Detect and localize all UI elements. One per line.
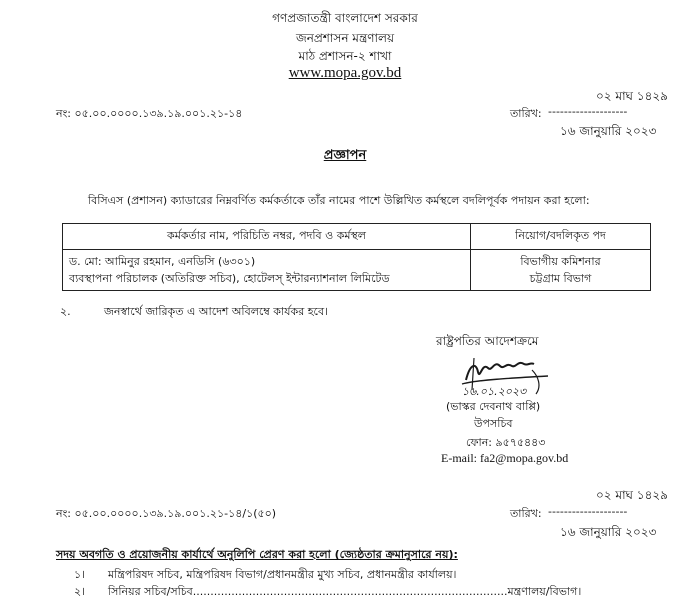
- memo-number-2: নং: ০৫.০০.০০০০.১৩৯.১৯.০০১.২১-১৪/১(৫০): [56, 507, 277, 520]
- new-post: বিভাগীয় কমিশনার: [520, 255, 601, 268]
- list-item-number: ২।: [74, 585, 86, 598]
- email-address[interactable]: E-mail: fa2@mopa.gov.bd: [441, 451, 569, 465]
- govt-name: গণপ্রজাতন্ত্রী বাংলাদেশ সরকার: [272, 11, 418, 25]
- table-row: [63, 250, 651, 291]
- bangla-date-2: ০২ মাঘ ১৪২৯: [596, 488, 668, 502]
- distribution-heading: সদয় অবগতি ও প্রয়োজনীয় কার্যার্থে অনুলিপি প্রেরণ করা হলো (জ্যেষ্ঠতার ক্রমানুসারে নয়):: [56, 548, 458, 561]
- list-item: সিনিয়র সচিব/সচিব..........................................................................................মন্ত্রণালয়/বিভাগ।: [108, 585, 582, 598]
- list-item-number: ১।: [74, 568, 86, 581]
- header-officer: কর্মকর্তার নাম, পরিচিতি নম্বর, পদবি ও কর্মস্থল: [63, 224, 471, 250]
- clause-number: ২.: [60, 305, 71, 318]
- date-label-2: তারিখ:: [510, 507, 542, 520]
- bangla-date: ০২ মাঘ ১৪২৯: [596, 89, 668, 103]
- website-link[interactable]: www.mopa.gov.bd: [288, 65, 402, 81]
- signer-designation: উপসচিব: [474, 417, 513, 430]
- english-date-2: ১৬ জানুয়ারি ২০২৩: [560, 525, 657, 539]
- transfer-table: [62, 223, 651, 291]
- branch-name: মাঠ প্রশাসন-২ শাখা: [298, 49, 392, 63]
- officer-current-post: ব্যবস্থাপনা পরিচালক (অতিরিক্ত সচিব), হোটেলস্ ইন্টারন্যাশনাল লিমিটেড: [69, 272, 390, 285]
- memo-number: নং: ০৫.০০.০০০০.১৩৯.১৯.০০১.২১-১৪: [56, 107, 243, 120]
- english-date: ১৬ জানুয়ারি ২০২৩: [560, 124, 657, 138]
- date-label: তারিখ:: [510, 107, 542, 120]
- signature-date: ১৬.০১.২০২৩: [462, 385, 527, 398]
- date-dashes-2: --------------------: [548, 505, 628, 518]
- date-dashes: --------------------: [548, 105, 628, 118]
- ministry-name: জনপ্রশাসন মন্ত্রণালয়: [295, 31, 395, 45]
- officer-name: ড. মো: আমিনুর রহমান, এনডিসি (৬৩০১): [69, 255, 256, 268]
- table-header-row: [63, 224, 651, 250]
- new-division: চট্টগ্রাম বিভাগ: [529, 272, 592, 285]
- signer-name: (ভাস্কর দেবনাথ বাপ্পি): [446, 400, 541, 413]
- phone-number: ফোন: ৯৫৭৫৪৪৩: [466, 436, 546, 449]
- intro-text: বিসিএস (প্রশাসন) ক্যাডারের নিম্নবর্ণিত কর্মকর্তাকে তাঁর নামের পাশে উল্লিখিত কর্মস্থলে বদলিপূর্বক পদায়ন করা হলো:: [88, 194, 590, 207]
- by-order-text: রাষ্ট্রপতির আদেশক্রমে: [436, 334, 539, 348]
- clause-text: জনস্বার্থে জারিকৃত এ আদেশ অবিলম্বে কার্যকর হবে।: [104, 305, 329, 318]
- notification-title: প্রজ্ঞাপন: [323, 148, 367, 163]
- header-post: নিয়োগ/বদলিকৃত পদ: [471, 224, 651, 250]
- list-item: মন্ত্রিপরিষদ সচিব, মন্ত্রিপরিষদ বিভাগ/প্রধানমন্ত্রীর মুখ্য সচিব, প্রধানমন্ত্রীর কার্যালয়।: [108, 568, 457, 581]
